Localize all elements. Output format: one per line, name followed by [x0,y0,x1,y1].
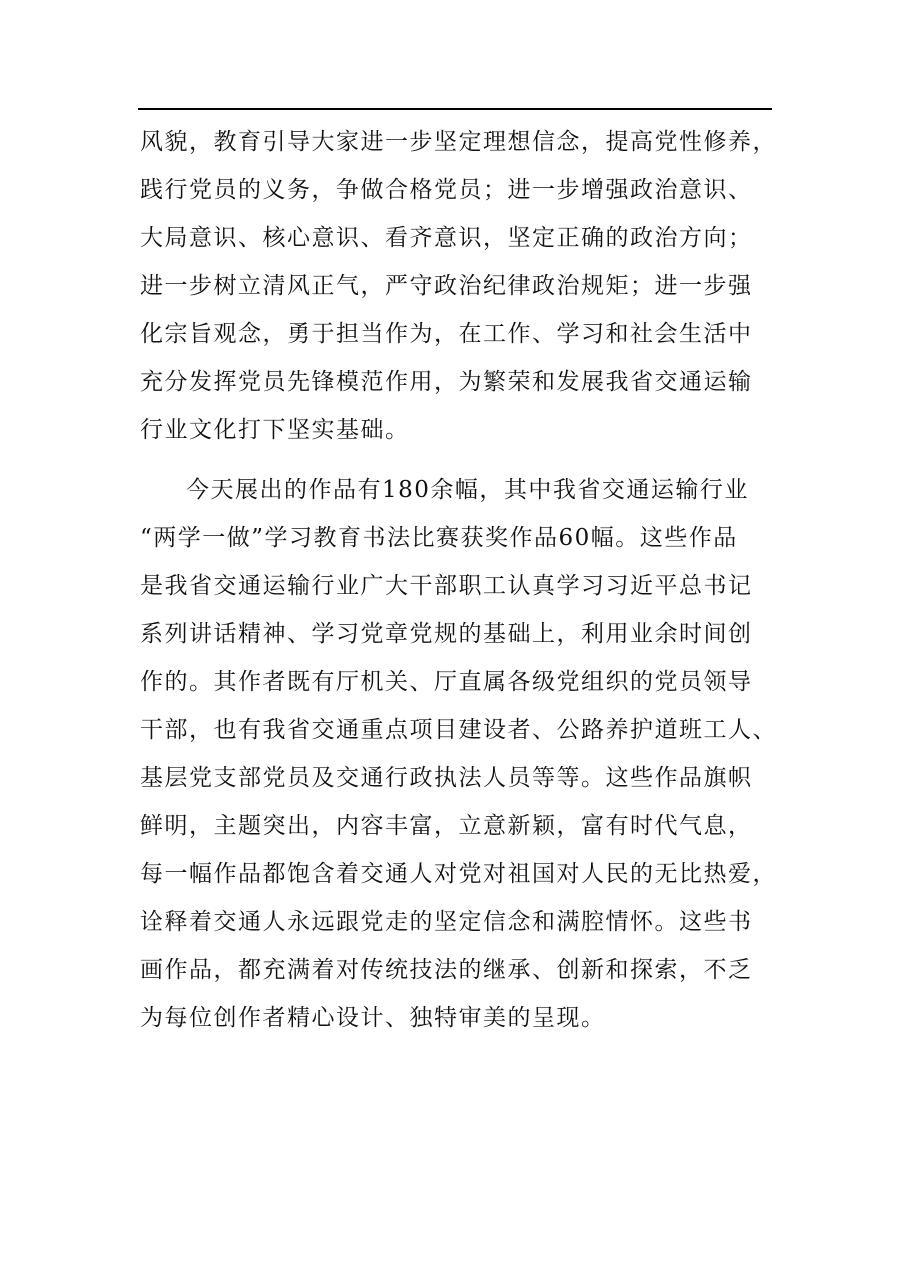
text-line: 干部，也有我省交通重点项目建设者、公路养护道班工人、 [140,717,777,743]
text-line: “两学一做”学习教育书法比赛获奖作品60幅。这些作品 [140,525,738,551]
text-line: 是我省交通运输行业广大干部职工认真学习习近平总书记 [140,573,753,599]
paragraph-2 [140,466,780,1042]
text-line: 践行党员的义务，争做合格党员；进一步增强政治意识、 [140,177,753,203]
text-line: 大局意识、核心意识、看齐意识，坚定正确的政治方向； [140,225,753,251]
text-line: 系列讲话精神、学习党章党规的基础上，利用业余时间创 [140,621,753,647]
text-line: 基层党支部党员及交通行政执法人员等等。这些作品旗帜 [140,765,753,791]
text-line: 进一步树立清风正气，严守政治纪律政治规矩；进一步强 [140,273,753,299]
header-rule [138,108,772,110]
text-line: 充分发挥党员先锋模范作用，为繁荣和发展我省交通运输 [140,369,753,395]
text-line: 画作品，都充满着对传统技法的继承、创新和探索，不乏 [140,957,753,983]
text-line: 风貌，教育引导大家进一步坚定理想信念，提高党性修养， [140,129,777,155]
text-line: 行业文化打下坚实基础。 [140,417,410,443]
text-line: 今天展出的作品有180余幅，其中我省交通运输行业 [186,477,749,503]
text-line: 化宗旨观念，勇于担当作为，在工作、学习和社会生活中 [140,321,753,347]
text-line: 每一幅作品都饱含着交通人对党对祖国对人民的无比热爱， [140,861,777,887]
paragraph-1 [140,118,780,454]
text-line: 诠释着交通人永远跟党走的坚定信念和满腔情怀。这些书 [140,909,753,935]
body-text [140,118,780,1042]
text-line: 作的。其作者既有厅机关、厅直属各级党组织的党员领导 [140,669,753,695]
text-line: 为每位创作者精心设计、独特审美的呈现。 [140,1005,606,1031]
text-line: 鲜明，主题突出，内容丰富，立意新颖，富有时代气息， [140,813,753,839]
